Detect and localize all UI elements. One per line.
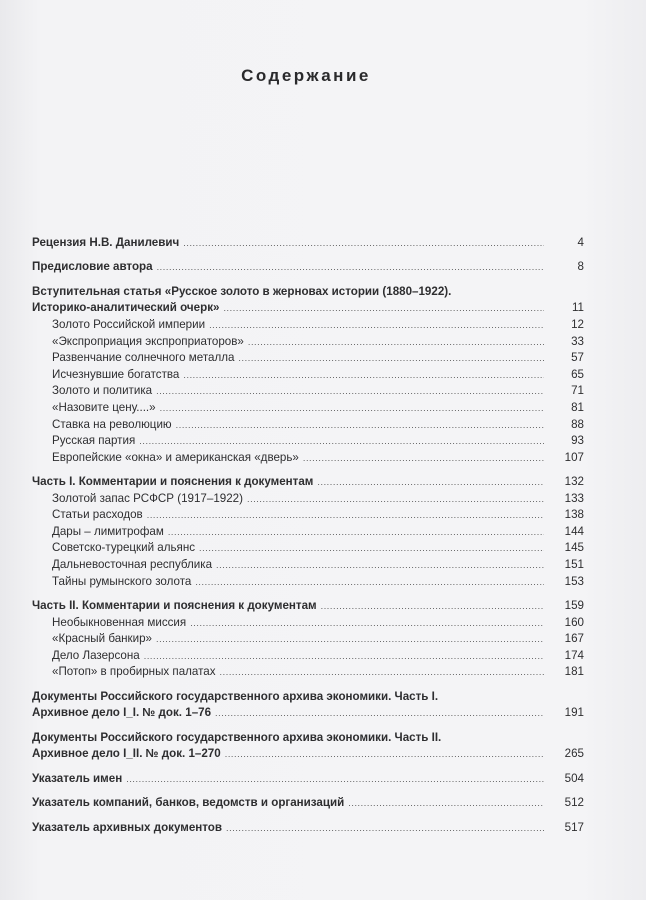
page-number: 174 [564,648,584,662]
dot-leader [199,540,544,557]
entry-title: «Экспроприация экспроприаторов» [52,334,244,348]
page-number: 107 [564,450,584,464]
toc-entry-line[interactable] [32,284,584,301]
page-number: 93 [571,434,584,448]
page-number: 151 [564,558,584,572]
toc-entry[interactable] [32,400,584,417]
dot-leader [445,730,544,747]
entry-title: Документы Российского государственного архива экономики. Часть II. [32,730,442,744]
entry-title: Дары – лимитрофам [52,524,164,538]
toc-entry[interactable] [32,259,584,276]
toc-group [32,795,584,812]
entry-title: Необыкновенная миссия [52,615,187,629]
toc-entry[interactable] [32,746,584,763]
dot-leader [156,383,544,400]
page-number [548,284,584,301]
page-number [548,730,584,747]
page-number: 159 [564,599,584,613]
dot-leader [156,631,544,648]
dot-leader [317,474,544,491]
entry-title: Тайны румынского золота [52,574,192,588]
entry-title: Дело Лазерсона [52,648,140,662]
toc-entry-line[interactable] [32,730,584,747]
page-number: 144 [564,524,584,538]
entry-title: Историко-аналитический очерк» [32,301,220,315]
dot-leader [223,300,544,317]
dot-leader [238,350,544,367]
page-number: 512 [564,796,584,810]
page-number: 33 [571,334,584,348]
entry-title: «Назовите цену....» [52,400,156,414]
entry-title: Указатель имен [32,771,123,785]
page-title: Содержание [241,66,371,85]
dot-leader [348,795,544,812]
page-number: 81 [571,400,584,414]
page-number: 88 [571,417,584,431]
toc-entry[interactable] [32,631,584,648]
entry-title: Исчезнувшие богатства [52,367,180,381]
page-number: 12 [571,317,584,331]
entry-title: Часть I. Комментарии и пояснения к документам [32,475,314,489]
page-number: 132 [564,475,584,489]
dot-leader [139,433,544,450]
toc-group [32,820,584,837]
toc-entry[interactable] [32,491,584,508]
toc-entry[interactable] [32,540,584,557]
dot-leader [247,491,544,508]
page-number: 57 [571,351,584,365]
dot-leader [157,259,544,276]
dot-leader [215,705,544,722]
entry-title: «Красный банкир» [52,632,152,646]
toc-entry[interactable] [32,433,584,450]
entry-title: Документы Российского государственного архива экономики. Часть I. [32,689,439,703]
dot-leader [176,417,544,434]
page-number: 133 [564,491,584,505]
toc-entry[interactable] [32,705,584,722]
entry-title: Золотой запас РСФСР (1917–1922) [52,491,243,505]
toc-entry[interactable] [32,334,584,351]
toc-entry[interactable] [32,820,584,837]
toc-entry[interactable] [32,507,584,524]
entry-title: Архивное дело I_I. № док. 1–76 [32,706,212,720]
toc-entry[interactable] [32,300,584,317]
page-number: 65 [571,367,584,381]
dot-leader [321,598,544,615]
entry-title: Ставка на революцию [52,417,172,431]
page-number: 153 [564,574,584,588]
toc-entry[interactable] [32,417,584,434]
toc-entry-line[interactable] [32,689,584,706]
entry-title: Золото и политика [52,384,153,398]
dot-leader [216,557,544,574]
toc-entry[interactable] [32,771,584,788]
page-number: 4 [577,236,584,249]
toc-entry[interactable] [32,317,584,334]
dot-leader [220,664,544,681]
dot-leader [147,507,544,524]
page-number: 181 [564,665,584,679]
page-number: 8 [577,260,584,274]
toc-entry[interactable] [32,664,584,681]
entry-title: Вступительная статья «Русское золото в жерновах истории (1880–1922). [32,284,452,298]
page-number: 167 [564,632,584,646]
toc-entry[interactable] [32,450,584,467]
page-number: 138 [564,508,584,522]
page-number: 145 [564,541,584,555]
entry-title: Русская партия [52,434,136,448]
dot-leader [195,574,544,591]
entry-title: Золото Российской империи [52,317,206,331]
toc-entry[interactable] [32,367,584,384]
dot-leader [126,771,544,788]
page-number: 71 [571,384,584,398]
dot-leader [209,317,544,334]
dot-leader [168,524,544,541]
page-number: 504 [564,771,584,785]
page-number: 11 [571,301,584,315]
toc-entry[interactable] [32,574,584,591]
toc-entry[interactable] [32,615,584,632]
toc-group [32,259,584,276]
toc-entry[interactable] [32,383,584,400]
page-number: 517 [564,820,584,834]
toc-entry[interactable] [32,557,584,574]
dot-leader [183,235,544,252]
dot-leader [303,450,544,467]
entry-title: Дальневосточная республика [52,558,213,572]
toc-entry[interactable] [32,474,584,491]
entry-title: «Потоп» в пробирных палатах [52,665,216,679]
dot-leader [248,334,544,351]
entry-title: Архивное дело I_II. № док. 1–270 [32,747,221,761]
entry-title: Часть II. Комментарии и пояснения к документам [32,599,317,613]
dot-leader [225,746,544,763]
dot-leader [183,367,544,384]
toc-group [32,771,584,788]
toc-entry[interactable] [32,524,584,541]
page-number [548,689,584,706]
entry-title: Советско-турецкий альянс [52,541,196,555]
toc-group [32,284,584,467]
toc-group [32,689,584,722]
entry-title: Указатель компаний, банков, ведомств и организаций [32,796,345,810]
table-of-contents [32,235,584,844]
dot-leader [226,820,544,837]
page-number: 191 [564,706,584,720]
toc-entry[interactable] [32,350,584,367]
entry-title: Предисловие автора [32,260,153,274]
page-number: 160 [564,615,584,629]
dot-leader [160,400,544,417]
page-number: 265 [564,747,584,761]
entry-title: Развенчание солнечного металла [52,351,235,365]
toc-group [32,730,584,763]
toc-entry[interactable] [32,795,584,812]
toc-entry[interactable] [32,648,584,665]
entry-title: Указатель архивных документов [32,820,223,834]
dot-leader [442,689,544,706]
dot-leader [190,615,544,632]
entry-title: Европейские «окна» и американская «дверь» [52,450,299,464]
entry-title: Рецензия Н.В. Данилевич [32,236,180,249]
dot-leader [455,284,544,301]
dot-leader [144,648,544,665]
toc-group [32,598,584,681]
toc-entry[interactable] [32,598,584,615]
entry-title: Статьи расходов [52,508,143,522]
toc-group [32,474,584,590]
toc-entry[interactable] [32,235,584,252]
toc-group [32,235,584,252]
